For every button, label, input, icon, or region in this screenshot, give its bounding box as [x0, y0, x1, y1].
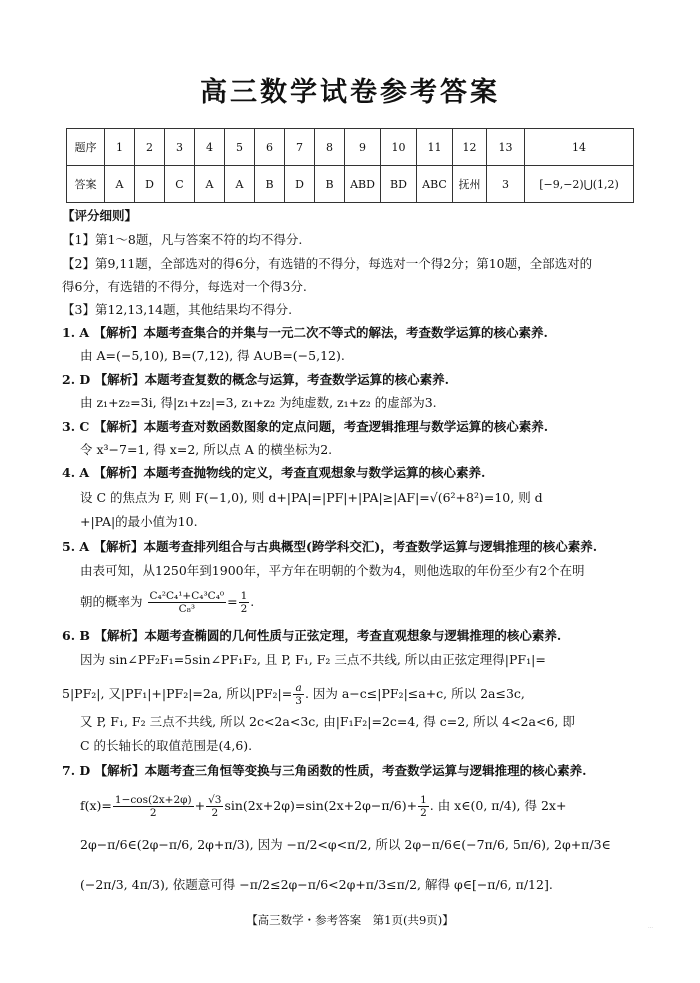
q5-fraction	[148, 590, 227, 615]
scan-mark: …	[648, 924, 653, 930]
q5-prefix: 朝的概率为	[80, 594, 143, 609]
answer-cell: A	[225, 166, 255, 203]
question-number: 4	[195, 129, 225, 166]
q2-heading: 2. D 【解析】本题考查复数的概念与运算，考查数学运算的核心素养.	[62, 372, 449, 387]
q7-heading: 7. D 【解析】本题考查三角恒等变换与三角函数的性质，考查数学运算与逻辑推理的核心素养.	[62, 763, 587, 778]
rule-2-cont: 得6分，有选错的不得分，每选对一个得3分.	[62, 279, 307, 294]
q6-solution: 因为 sin∠PF₂F₁=5sin∠PF₁F₂, 且 P, F₁, F₂ 三点不共线, 所以由正弦定理得|PF₁|=	[80, 652, 546, 667]
question-number: 2	[135, 129, 165, 166]
q7-frac-3-den: 2	[420, 807, 427, 819]
q3-heading: 3. C 【解析】本题考查对数函数图象的定点问题，考查逻辑推理与数学运算的核心素养.	[62, 419, 549, 434]
answer-cell: 3	[487, 166, 525, 203]
q5-equals: =	[227, 594, 238, 609]
q4-solution-cont: +|PA|的最小值为10.	[80, 514, 198, 529]
q7-frac-3	[418, 794, 429, 819]
q7-line-1	[80, 794, 566, 819]
q7-domain-part: . 由 x∈(0, π/4), 得 2x+	[429, 798, 567, 813]
answer-cell: ABD	[345, 166, 381, 203]
q7-frac-3-num: 1	[420, 794, 427, 806]
q7-frac-1-num: 1−cos(2x+2φ)	[114, 794, 192, 806]
q5-result-denominator: 2	[240, 603, 248, 615]
question-number: 3	[165, 129, 195, 166]
answer-cell: C	[165, 166, 195, 203]
q7-fx: f(x)=	[80, 798, 112, 813]
q6-heading: 6. B 【解析】本题考查椭圆的几何性质与正弦定理，考查直观想象与逻辑推理的核心素养.	[62, 628, 562, 643]
q3-solution: 令 x³−7=1, 得 x=2, 所以点 A 的横坐标为2.	[80, 442, 333, 457]
rule-2: 【2】第9,11题，全部选对的得6分，有选错的不得分，每选对一个得2分；第10题，全部选对的	[62, 256, 593, 271]
q5-probability	[80, 590, 254, 615]
question-number: 6	[255, 129, 285, 166]
q6-fraction-numerator: a	[293, 682, 304, 695]
answer-cell: D	[285, 166, 315, 203]
q5-result-numerator: 1	[240, 590, 248, 602]
q7-frac-2-num: √3	[208, 794, 222, 806]
question-number: 7	[285, 129, 315, 166]
q6-solution-4: C 的长轴长的取值范围是(4,6).	[80, 738, 253, 753]
answer-cell: A	[195, 166, 225, 203]
q6-fraction	[293, 682, 304, 707]
answer-table	[66, 128, 634, 203]
answer-cell: D	[135, 166, 165, 203]
answer-cell: ABC	[417, 166, 453, 203]
table-header-row	[67, 129, 634, 166]
question-number: 11	[417, 129, 453, 166]
q7-frac-2-den: 2	[211, 807, 219, 819]
q5-fraction-numerator: C₄²C₄¹+C₄³C₄⁰	[149, 590, 225, 602]
answer-label: 答案	[67, 166, 105, 203]
q7-plus: +	[194, 798, 206, 813]
q6-part-b: . 因为 a−c≤|PF₂|≤a+c, 所以 2a≤3c,	[304, 686, 525, 701]
q2-solution: 由 z₁+z₂=3i, 得|z₁+z₂|=3, z₁+z₂ 为纯虚数, z₁+z₂ 的虚部为3.	[80, 395, 437, 410]
question-number: 9	[345, 129, 381, 166]
header-label: 题序	[67, 129, 105, 166]
q7-frac-2	[206, 794, 223, 819]
rule-1: 【1】第1～8题，凡与答案不符的均不得分.	[62, 232, 303, 247]
table-answer-row	[67, 166, 634, 203]
page-title: 高三数学试卷参考答案	[200, 77, 500, 108]
q6-solution-3: 又 P, F₁, F₂ 三点不共线, 所以 2c<2a<3c, 由|F₁F₂|=2c=4, 得 c=2, 所以 4<2a<6, 即	[80, 714, 575, 729]
q7-frac-1-den: 2	[149, 807, 157, 819]
question-number: 10	[381, 129, 417, 166]
q4-heading: 4. A 【解析】本题考查抛物线的定义，考查直观想象与数学运算的核心素养.	[62, 465, 486, 480]
rules-heading: 【评分细则】	[62, 208, 138, 223]
answer-cell: A	[105, 166, 135, 203]
question-number: 1	[105, 129, 135, 166]
q6-fraction-denominator: 3	[295, 695, 302, 707]
answer-cell: [−9,−2)⋃(1,2)	[525, 166, 634, 203]
question-number: 8	[315, 129, 345, 166]
q1-heading: 1. A 【解析】本题考查集合的并集与一元二次不等式的解法，考查数学运算的核心素养.	[62, 325, 548, 340]
q5-result	[239, 590, 250, 615]
question-number: 5	[225, 129, 255, 166]
answer-cell: B	[315, 166, 345, 203]
answer-cell: BD	[381, 166, 417, 203]
q5-heading: 5. A 【解析】本题考查排列组合与古典概型(跨学科交汇)，考查数学运算与逻辑推理的核心素养.	[62, 539, 598, 554]
q1-solution: 由 A=(−5,10), B=(7,12), 得 A∪B=(−5,12).	[80, 348, 345, 363]
q7-sin-part: sin(2x+2φ)=sin(2x+2φ−π/6)+	[224, 798, 418, 813]
question-number: 12	[453, 129, 487, 166]
q4-solution: 设 C 的焦点为 F, 则 F(−1,0), 则 d+|PA|=|PF|+|PA|≥|AF|=√(6²+8²)=10, 则 d	[80, 490, 543, 505]
rule-3: 【3】第12,13,14题，其他结果均不得分.	[62, 302, 293, 317]
page-footer: 【高三数学・参考答案 第1页(共9页)】	[246, 913, 454, 927]
q5-end: .	[250, 594, 255, 609]
answer-cell: B	[255, 166, 285, 203]
q6-solution-2	[62, 682, 525, 707]
answer-cell: 抚州	[453, 166, 487, 203]
q6-part-a: 5|PF₂|, 又|PF₁|+|PF₂|=2a, 所以|PF₂|=	[62, 686, 293, 701]
q7-frac-1	[113, 794, 194, 819]
question-number: 13	[487, 129, 525, 166]
q7-line-2: 2φ−π/6∈(2φ−π/6, 2φ+π/3), 因为 −π/2<φ<π/2, 所以 2φ−π/6∈(−7π/6, 5π/6), 2φ+π/3∈	[80, 837, 611, 852]
q7-line-3: (−2π/3, 4π/3), 依题意可得 −π/2≤2φ−π/6<2φ+π/3≤π/2, 解得 φ∈[−π/6, π/12].	[80, 877, 553, 892]
q5-fraction-denominator: C₈³	[178, 603, 196, 615]
question-number: 14	[525, 129, 634, 166]
q5-solution: 由表可知，从1250年到1900年，平方年在明朝的个数为4，则他选取的年份至少有2个在明	[80, 563, 585, 578]
